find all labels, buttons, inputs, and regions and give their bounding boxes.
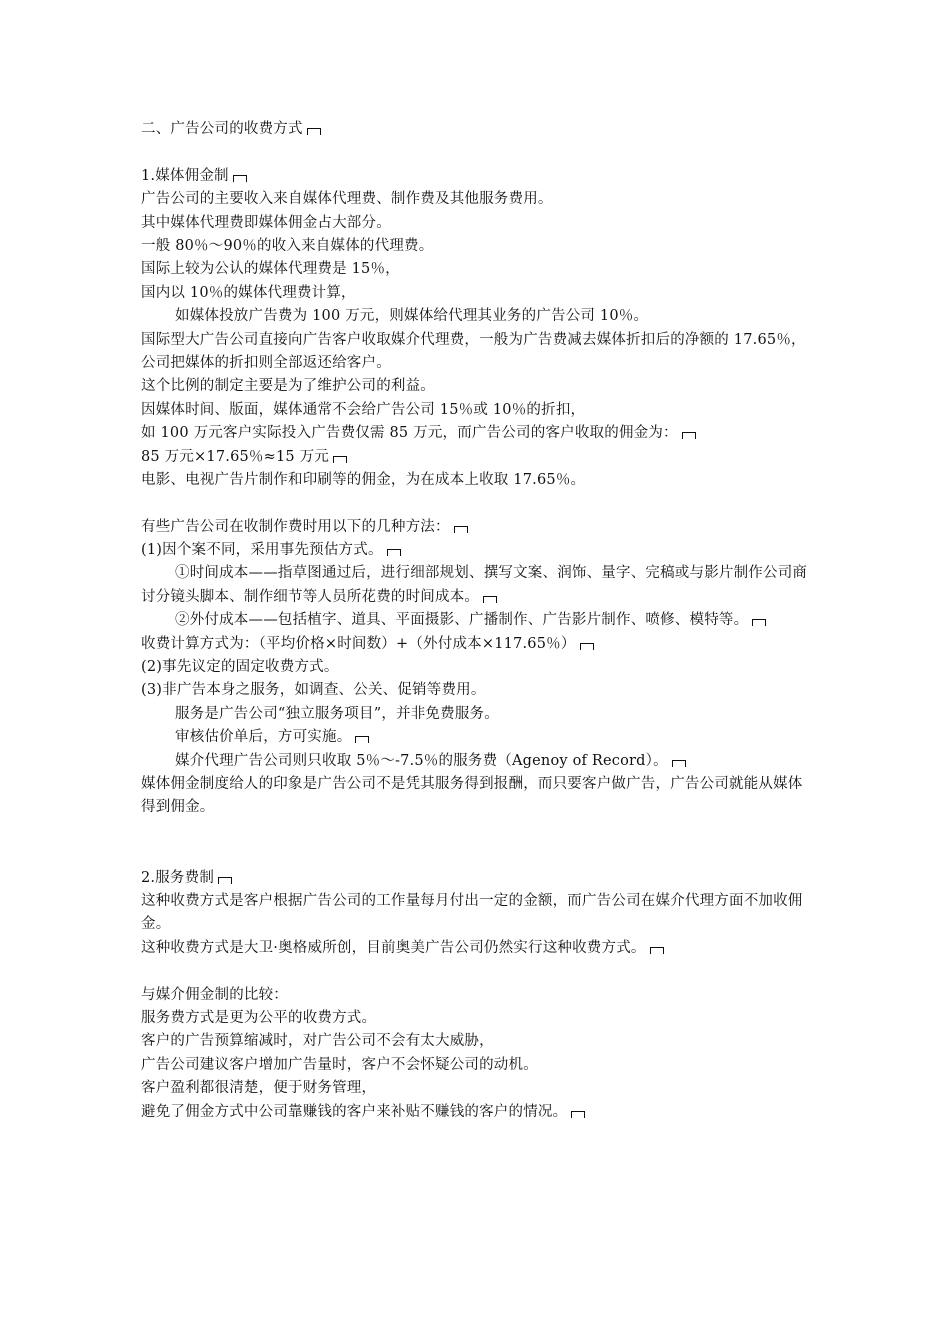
return-mark-icon [355,736,369,743]
paragraph: 其中媒体代理费即媒体佣金占大部分。 [141,214,391,231]
return-mark-icon [218,877,232,884]
spacer [141,492,813,515]
paragraph: 客户的广告预算缩减时，对广告公司不会有太大威胁， [141,1033,494,1050]
paragraph: 广告公司的主要收入来自媒体代理费、制作费及其他服务费用。 [141,191,553,208]
paragraph: 避免了佣金方式中公司靠赚钱的客户来补贴不赚钱的客户的情况。 [141,1101,813,1124]
spacer [141,820,813,867]
paragraph: 一般 80％～90％的收入来自媒体的代理费。 [141,237,434,254]
formula: 85 万元×17.65％≈15 万元 [141,446,813,469]
paragraph: 因媒体时间、版面，媒体通常不会给广告公司 15％或 10％的折扣， [141,401,586,418]
paragraph: 媒体佣金制度给人的印象是广告公司不是凭其服务得到报酬，而只要客户做广告，广告公司就能从媒体得到佣金。 [141,776,803,816]
section-title: 二、广告公司的收费方式 [141,118,813,141]
return-mark-icon [454,526,468,533]
method-subitem: 服务是广告公司“独立服务项目”，并非免费服务。 [175,705,499,722]
method-item: (3)非广告本身之服务，如调查、公关、促销等费用。 [141,682,486,699]
spacer [141,141,813,164]
paragraph: 这种收费方式是大卫·奥格威所创，目前奥美广告公司仍然实行这种收费方式。 [141,937,813,960]
subsection-heading-commission: 1.媒体佣金制 [141,165,813,188]
return-mark-icon [650,947,664,954]
document-body [141,118,813,1124]
fee-formula: 收费计算方式为：（平均价格×时间数）+（外付成本×117.65％） [141,633,813,656]
return-mark-icon [580,643,594,650]
method-item: (1)因个案不同，采用事先预估方式。 [141,539,813,562]
paragraph: 广告公司建议客户增加广告量时，客户不会怀疑公司的动机。 [141,1056,538,1073]
method-item: (2)事先议定的固定收费方式。 [141,659,339,676]
comparison-heading: 与媒介佣金制的比较： [141,986,288,1003]
paragraph: 如媒体投放广告费为 100 万元，则媒体给代理其业务的广告公司 10％。 [175,308,649,325]
return-mark-icon [571,1111,585,1118]
paragraph: 这种收费方式是客户根据广告公司的工作量每月付出一定的金额，而广告公司在媒介代理方面不加收佣金。 [141,893,803,933]
subsection-heading-service-fee: 2.服务费制 [141,867,813,890]
paragraph: 国内以 10％的媒体代理费计算， [141,284,356,301]
paragraph: 这个比例的制定主要是为了维护公司的利益。 [141,378,435,395]
return-mark-icon [672,760,686,767]
return-mark-icon [387,549,401,556]
paragraph: 电影、电视广告片制作和印刷等的佣金，为在成本上收取 17.65％。 [141,471,586,488]
paragraph: 国际型大广告公司直接向广告客户收取媒介代理费，一般为广告费减去媒体折扣后的净额的 17.65％，公司把媒体的折扣则全部返还给客户。 [141,331,806,371]
return-mark-icon [307,128,321,135]
paragraph: 服务费方式是更为公平的收费方式。 [141,1009,377,1026]
return-mark-icon [333,456,347,463]
return-mark-icon [483,596,497,603]
return-mark-icon [233,175,247,182]
method-subitem: 媒介代理广告公司则只收取 5％～-7.5％的服务费（Agenoy of Record）。 [141,750,813,773]
return-mark-icon [752,619,766,626]
spacer [141,960,813,983]
method-subitem: 审核估价单后，方可实施。 [141,726,813,749]
paragraph: 国际上较为公认的媒体代理费是 15％， [141,261,400,278]
methods-intro: 有些广告公司在收制作费时用以下的几种方法： [141,516,813,539]
paragraph: 如 100 万元客户实际投入广告费仅需 85 万元，而广告公司的客户收取的佣金为： [141,422,813,445]
return-mark-icon [682,432,696,439]
method-subitem: ①时间成本——指草图通过后，进行细部规划、撰写文案、润饰、量字、完稿或与影片制作公司商讨分镜头脚本、制作细节等人员所花费的时间成本。 [141,565,808,605]
paragraph: 客户盈利都很清楚，便于财务管理， [141,1080,377,1097]
method-subitem: ②外付成本——包括植字、道具、平面摄影、广播制作、广告影片制作、喷修、模特等。 [141,609,813,632]
